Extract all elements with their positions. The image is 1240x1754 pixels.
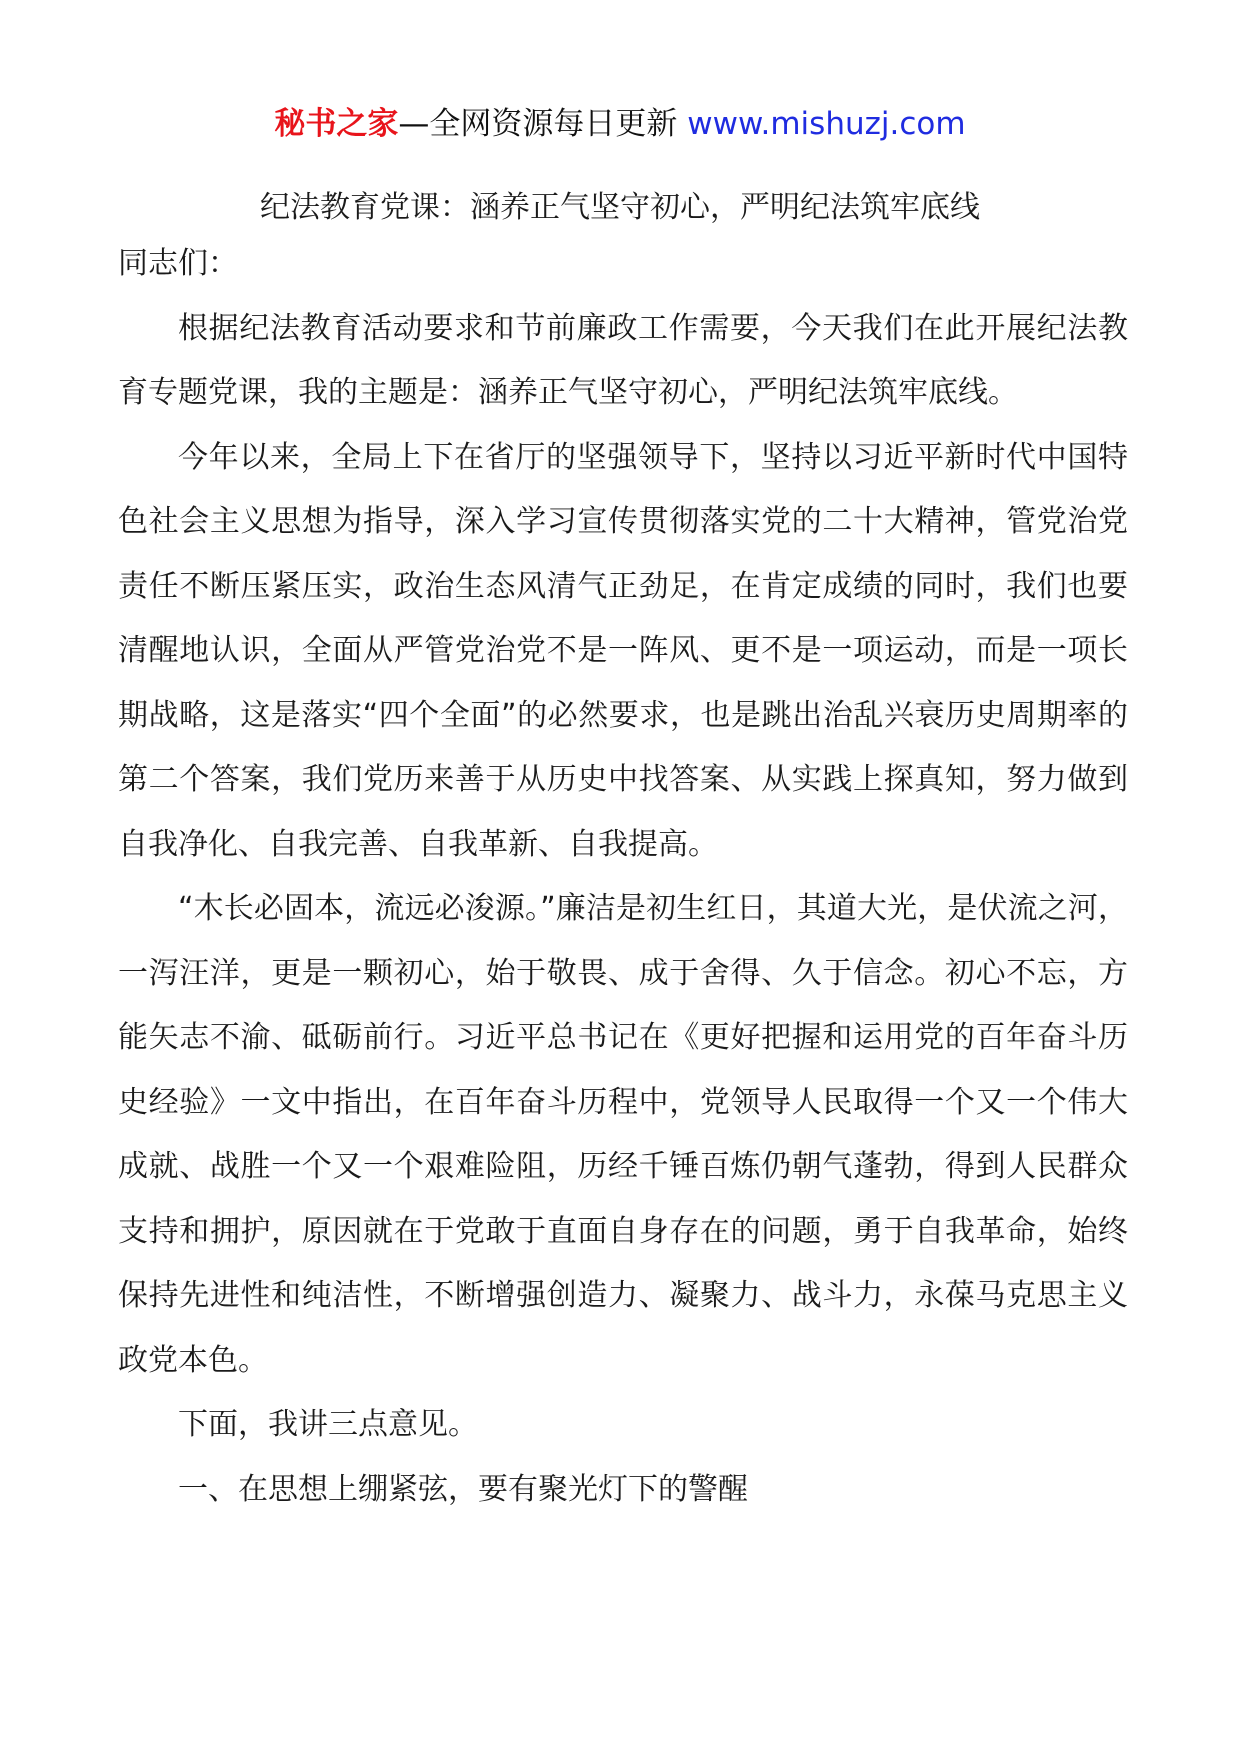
- paragraph-transition: 下面，我讲三点意见。: [178, 1407, 478, 1442]
- site-url-link[interactable]: www.mishuzj.com: [687, 106, 966, 142]
- document-body: [118, 232, 1128, 1522]
- site-header: [0, 102, 1240, 146]
- brand-name: 秘书之家: [274, 106, 399, 142]
- paragraph-background: 今年以来，全局上下在省厅的坚强领导下，坚持以习近平新时代中国特色社会主义思想为指导，深入学习宣传贯彻落实党的二十大精神，管党治党责任不断压紧压实，政治生态风清气正劲足，在肯定成绩的同时，我们也要清醒地认识，全面从严管党治党不是一阵风、更不是一项运动，而是一项长期战略，这是落实“四个全面”的必然要求，也是跳出治乱兴衰历史周期率的第二个答案，我们党历来善于从历史中找答案、从实践上探真知，努力做到自我净化、自我完善、自我革新、自我提高。: [118, 439, 1128, 862]
- header-tagline: —全网资源每日更新: [398, 106, 678, 142]
- section-heading-1: 一、在思想上绷紧弦，要有聚光灯下的警醒: [178, 1471, 748, 1507]
- paragraph-quote: “木长必固本，流远必浚源。”廉洁是初生红日，其道大光，是伏流之河，一泻汪洋，更是一颗初心，始于敬畏、成于舍得、久于信念。初心不忘，方能矢志不渝、砥砺前行。习近平总书记在《更好把握和运用党的百年奋斗历史经验》一文中指出，在百年奋斗历程中，党领导人民取得一个又一个伟大成就、战胜一个又一个艰难险阻，历经千锤百炼仍朝气蓬勃，得到人民群众支持和拥护，原因就在于党敢于直面自身存在的问题，勇于自我革命，始终保持先进性和纯洁性，不断增强创造力、凝聚力、战斗力，永葆马克思主义政党本色。: [118, 891, 1128, 1378]
- paragraph-intro: 根据纪法教育活动要求和节前廉政工作需要，今天我们在此开展纪法教育专题党课，我的主题是：涵养正气坚守初心，严明纪法筑牢底线。: [118, 310, 1128, 410]
- document-title: 纪法教育党课：涵养正气坚守初心，严明纪法筑牢底线: [260, 190, 980, 225]
- salutation: 同志们：: [118, 246, 238, 281]
